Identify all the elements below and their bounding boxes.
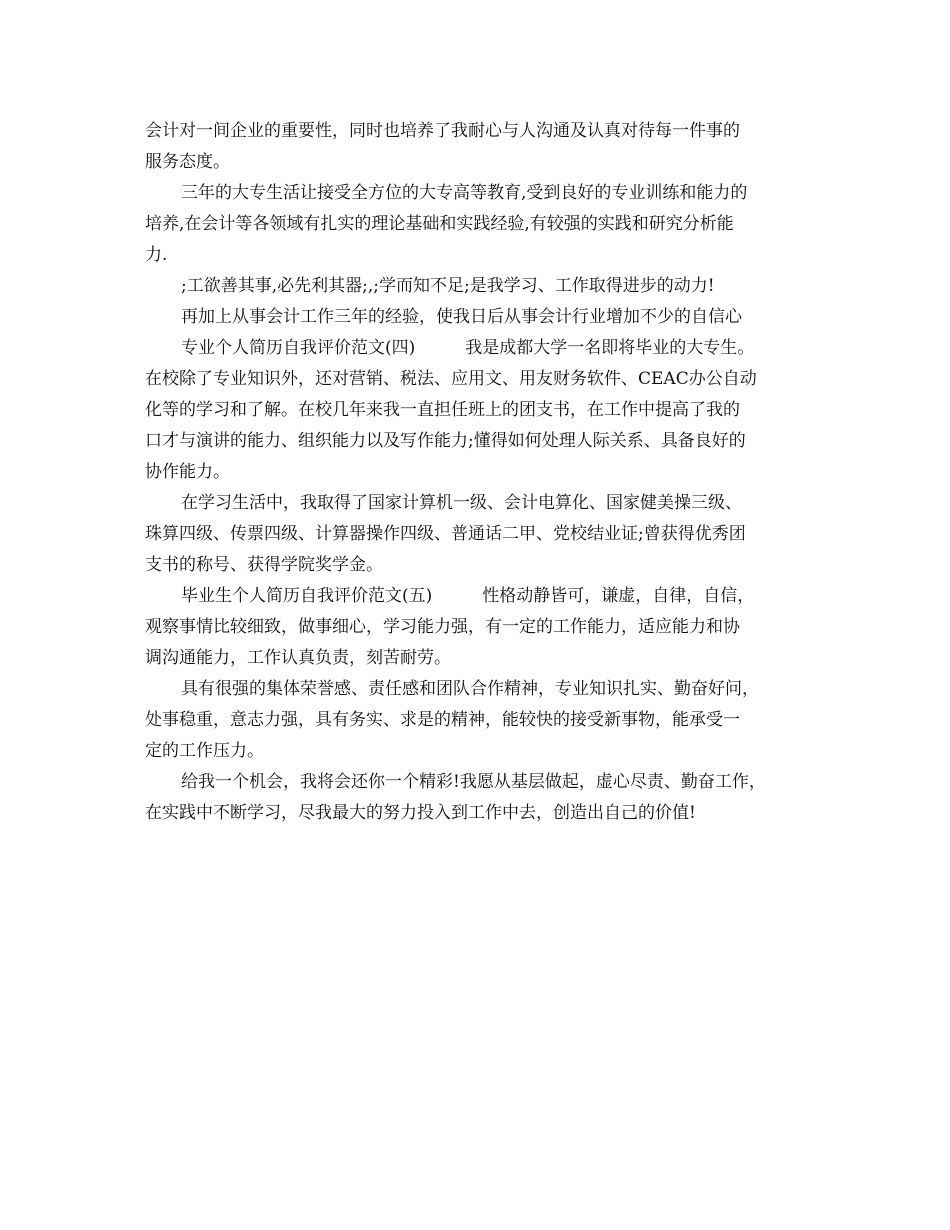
text-line: 力. bbox=[145, 245, 168, 265]
paragraph-7 bbox=[145, 581, 825, 674]
paragraph-1 bbox=[145, 116, 825, 178]
text-line: 化等的学习和了解。在校几年来我一直担任班上的团支书，在工作中提高了我的 bbox=[145, 400, 740, 420]
text-line: 珠算四级、传票四级、计算器操作四级、普通话二甲、党校结业证;曾获得优秀团 bbox=[145, 524, 746, 544]
heading-continuation: 性格动静皆可，谦虚，自律，自信， bbox=[482, 586, 755, 606]
text-line: ;工欲善其事,必先利其器;,;学而知不足;是我学习、工作取得进步的动力! bbox=[181, 276, 715, 296]
paragraph-6 bbox=[145, 488, 825, 581]
section-heading: 专业个人简历自我评价范文(四) bbox=[181, 338, 416, 358]
text-line: 具有很强的集体荣誉感、责任感和团队合作精神，专业知识扎实、勤奋好问， bbox=[181, 679, 759, 699]
text-line: 在学习生活中，我取得了国家计算机一级、会计电算化、国家健美操三级、 bbox=[181, 493, 742, 513]
text-line: 给我一个机会，我将会还你一个精彩!我愿从基层做起，虚心尽责、勤奋工作， bbox=[181, 772, 766, 792]
text-line: 定的工作压力。 bbox=[145, 741, 264, 761]
text-line: 再加上从事会计工作三年的经验，使我日后从事会计行业增加不少的自信心 bbox=[181, 307, 742, 327]
text-line: 口才与演讲的能力、组织能力以及写作能力;懂得如何处理人际关系、具备良好的 bbox=[145, 431, 746, 451]
text-line: 观察事情比较细致，做事细心，学习能力强，有一定的工作能力，适应能力和协 bbox=[145, 617, 740, 637]
paragraph-5 bbox=[145, 333, 825, 488]
text-line: 会计对一间企业的重要性，同时也培养了我耐心与人沟通及认真对待每一件事的 bbox=[145, 121, 740, 141]
text-line: 调沟通能力，工作认真负责，刻苦耐劳。 bbox=[145, 648, 451, 668]
text-line: 培养,在会计等各领域有扎实的理论基础和实践经验,有较强的实践和研究分析能 bbox=[145, 214, 734, 234]
paragraph-2 bbox=[145, 178, 825, 271]
text-line: 协作能力。 bbox=[145, 462, 230, 482]
text-line: 支书的称号、获得学院奖学金。 bbox=[145, 555, 383, 575]
text-line: 服务态度。 bbox=[145, 152, 230, 172]
text-line: 处事稳重，意志力强，具有务实、求是的精神，能较快的接受新事物，能承受一 bbox=[145, 710, 740, 730]
text-line: 在校除了专业知识外，还对营销、税法、应用文、用友财务软件、CEAC办公自动 bbox=[145, 369, 757, 389]
text-line bbox=[145, 333, 825, 364]
section-heading: 毕业生个人简历自我评价范文(五) bbox=[181, 586, 433, 606]
document-body bbox=[145, 116, 825, 829]
text-line: 在实践中不断学习，尽我最大的努力投入到工作中去，创造出自己的价值! bbox=[145, 803, 696, 823]
paragraph-9 bbox=[145, 767, 825, 829]
paragraph-4 bbox=[145, 302, 825, 333]
text-line: 三年的大专生活让接受全方位的大专高等教育,受到良好的专业训练和能力的 bbox=[181, 183, 748, 203]
text-line bbox=[145, 581, 825, 612]
paragraph-3 bbox=[145, 271, 825, 302]
paragraph-8 bbox=[145, 674, 825, 767]
heading-continuation: 我是成都大学一名即将毕业的大专生。 bbox=[465, 338, 755, 358]
